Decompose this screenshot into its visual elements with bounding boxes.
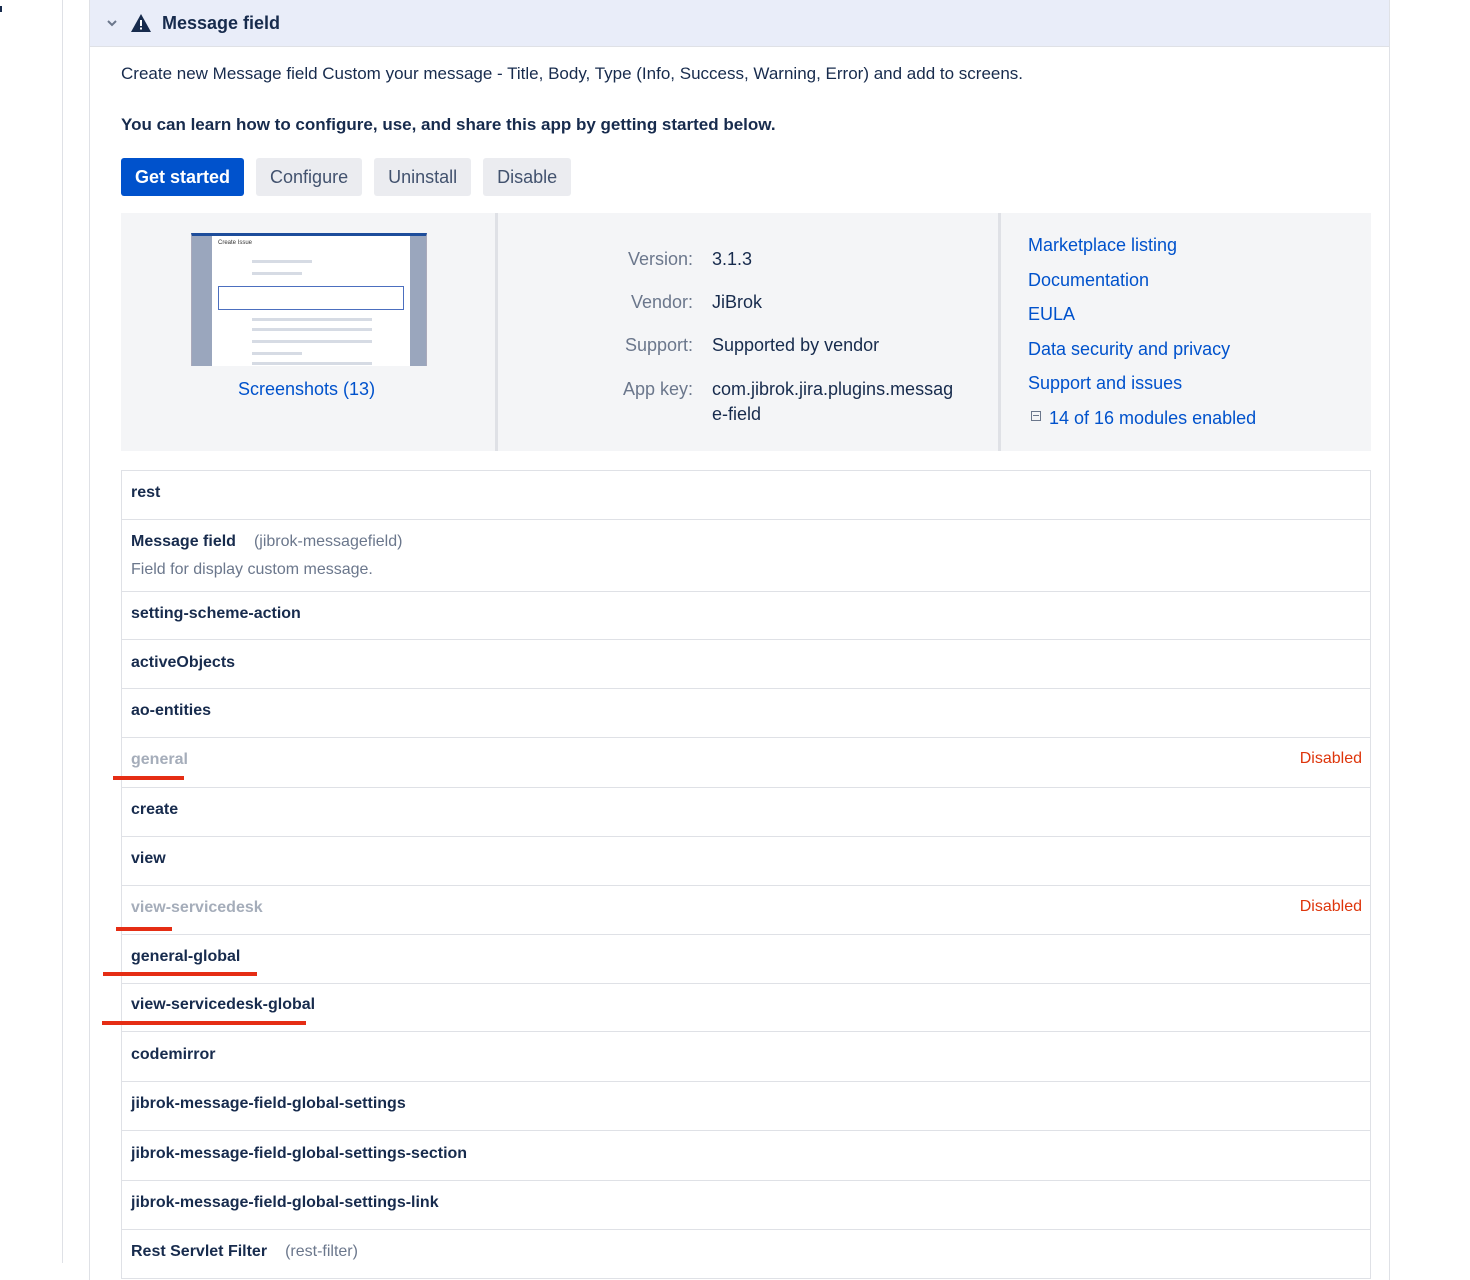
module-row[interactable] (122, 1082, 1370, 1131)
module-name-text: general-global (131, 948, 241, 965)
module-name-text: jibrok-message-field-global-settings-section (131, 1145, 468, 1162)
module-name (131, 801, 178, 819)
app-info-box (121, 213, 1371, 451)
thumb-line (252, 352, 302, 355)
app-title: Message field (162, 12, 281, 33)
annotation-underline (102, 1021, 306, 1025)
vendor-value: JiBrok (712, 292, 763, 312)
collapse-icon[interactable] (1031, 411, 1041, 421)
app-header[interactable] (90, 0, 1389, 47)
thumb-sidebar (192, 236, 212, 366)
screenshot-thumbnail[interactable] (191, 233, 427, 366)
get-started-button[interactable]: Get started (121, 158, 244, 196)
app-description: Create new Message field Custom your message - Title, Body, Type (Info, Success, Warning, Error) and add to screens. (121, 64, 1024, 83)
module-name (131, 751, 188, 769)
version-value: 3.1.3 (712, 249, 753, 269)
thumb-sidebar-right (410, 236, 426, 366)
module-row[interactable] (122, 1181, 1370, 1230)
support-value: Supported by vendor (712, 335, 880, 355)
module-name (131, 1046, 215, 1064)
app-key-value-line1: com.jibrok.jira.plugins.messag (712, 379, 954, 399)
version-label: Version: (627, 249, 693, 269)
data-security-link[interactable]: Data security and privacy (1028, 338, 1231, 359)
warning-icon (131, 13, 151, 33)
module-row[interactable] (122, 689, 1370, 738)
annotation-underline (116, 927, 172, 931)
thumb-line (252, 362, 372, 365)
module-row[interactable] (122, 520, 1370, 592)
app-key-label: App key: (622, 379, 693, 399)
module-row[interactable] (122, 837, 1370, 886)
module-row[interactable] (122, 788, 1370, 837)
module-row[interactable] (122, 640, 1370, 689)
vendor-label: Vendor: (630, 292, 693, 312)
module-name-text: general (131, 751, 188, 768)
app-key-value-line2: e-field (712, 404, 762, 424)
module-name (131, 605, 301, 623)
module-name (131, 702, 211, 720)
module-row[interactable] (122, 984, 1370, 1032)
disable-button[interactable]: Disable (483, 158, 571, 196)
thumb-title: Create Issue (218, 240, 253, 246)
uninstall-button[interactable]: Uninstall (374, 158, 471, 196)
modules-list (121, 470, 1371, 1279)
eula-link[interactable]: EULA (1028, 304, 1076, 324)
module-row[interactable] (122, 592, 1370, 640)
module-row[interactable] (122, 1032, 1370, 1082)
column-divider (495, 213, 498, 451)
module-status-badge: Disabled (1299, 898, 1362, 915)
module-name-text: view-servicedesk-global (131, 996, 316, 1013)
chevron-down-icon[interactable] (106, 17, 118, 29)
module-row[interactable] (122, 1131, 1370, 1181)
module-name-text: Message field (131, 533, 236, 550)
screenshots-link[interactable]: Screenshots (13) (238, 379, 376, 399)
app-links (1028, 235, 1256, 442)
module-name-text: setting-scheme-action (131, 605, 301, 622)
modules-toggle[interactable] (1028, 408, 1256, 443)
module-row[interactable] (122, 1230, 1370, 1279)
module-name-text: ao-entities (131, 702, 212, 719)
module-name (131, 850, 166, 868)
module-name (131, 899, 263, 917)
thumb-line (252, 340, 372, 343)
thumb-line (252, 328, 372, 331)
modules-count-link[interactable]: 14 of 16 modules enabled (1049, 407, 1257, 428)
module-name (131, 484, 160, 502)
module-name (131, 1095, 406, 1113)
marketplace-link[interactable]: Marketplace listing (1028, 235, 1178, 255)
page-divider (62, 0, 63, 1263)
documentation-link[interactable]: Documentation (1028, 269, 1150, 290)
module-name-text: activeObjects (131, 654, 236, 671)
annotation-underline (103, 972, 257, 976)
module-status-badge: Disabled (1299, 750, 1362, 767)
edge-tick (0, 6, 2, 12)
module-name-text: codemirror (131, 1046, 216, 1063)
module-name (131, 1243, 358, 1261)
module-row[interactable] (122, 738, 1370, 788)
module-name (131, 996, 315, 1014)
module-description: Field for display custom message. (131, 561, 373, 578)
module-row[interactable] (122, 471, 1370, 520)
action-buttons (121, 158, 571, 196)
module-name-text: jibrok-message-field-global-settings-link (131, 1194, 439, 1211)
module-name (131, 948, 240, 966)
module-key: (jibrok-messagefield) (253, 533, 403, 550)
app-panel (89, 0, 1390, 1280)
module-row[interactable] (122, 935, 1370, 984)
module-row[interactable] (122, 886, 1370, 935)
module-name (131, 654, 235, 672)
support-issues-link[interactable]: Support and issues (1028, 373, 1183, 393)
module-name-text: view-servicedesk (131, 899, 263, 916)
thumb-line (252, 318, 372, 321)
module-name (131, 533, 402, 551)
module-name-text: create (131, 801, 179, 818)
support-label: Support: (624, 335, 693, 355)
module-key: (rest-filter) (285, 1243, 358, 1260)
column-divider (998, 213, 1001, 451)
learn-more-text: You can learn how to configure, use, and share this app by getting started below. (121, 115, 776, 134)
thumb-line (252, 260, 312, 263)
module-name-text: view (131, 850, 166, 867)
thumb-message-box (218, 286, 404, 310)
configure-button[interactable]: Configure (256, 158, 362, 196)
module-name (131, 1194, 439, 1212)
module-name-text: rest (131, 484, 161, 501)
module-name-text: Rest Servlet Filter (131, 1243, 268, 1260)
thumb-line (252, 272, 302, 275)
module-name-text: jibrok-message-field-global-settings (131, 1095, 406, 1112)
annotation-underline (113, 776, 184, 780)
module-name (131, 1145, 467, 1163)
